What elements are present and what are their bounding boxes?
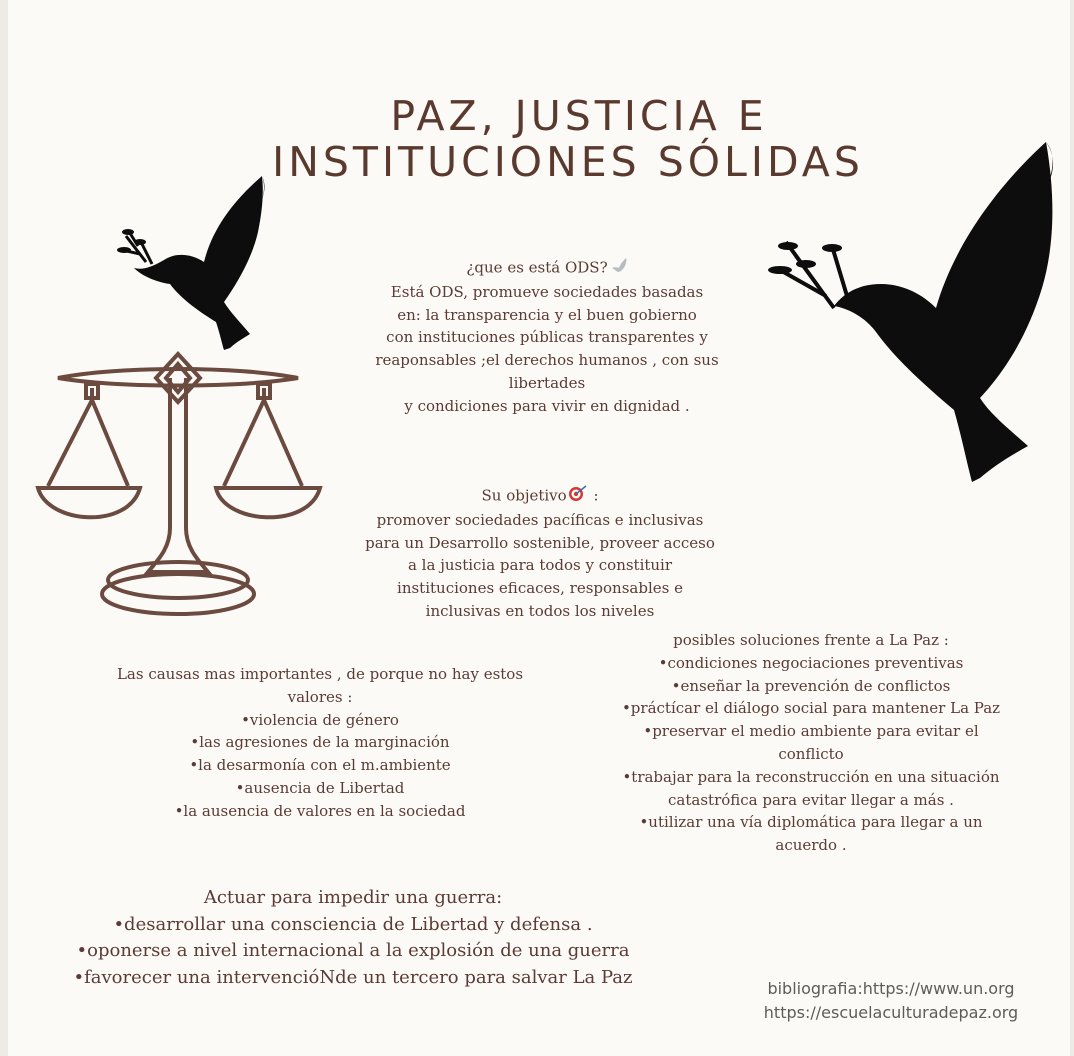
causes-line: •las agresiones de la marginación (190, 733, 450, 752)
solutions (620, 629, 1002, 857)
page-title-line-2: INSTITUCIONES SÓLIDAS (272, 138, 864, 186)
page-title-line-1: PAZ, JUSTICIA E (390, 92, 768, 140)
act-line: •desarrollar una consciencia de Libertad y defensa . (113, 913, 593, 935)
solutions-line: •práctícar el diálogo social para mantener La Paz (621, 699, 1001, 718)
solutions-line: acuerdo . (775, 836, 847, 855)
target-icon (567, 484, 589, 509)
ods-question: ¿que es está ODS? (466, 258, 608, 277)
dove-icon (766, 138, 1056, 488)
bibliography-line-1: bibliografia:https://www.un.org (767, 979, 1015, 998)
solutions-line: conflicto (778, 744, 844, 763)
ods-description (374, 256, 720, 418)
objective-heading-colon: : (588, 486, 599, 505)
ods-line: libertades (508, 373, 586, 392)
ods-line: con instituciones públicas transparentes y (386, 328, 708, 347)
act-against-war (68, 885, 638, 991)
bibliography (758, 977, 1024, 1024)
causes-line: •ausencia de Libertad (235, 778, 405, 797)
causes-line: •violencia de género (241, 710, 399, 729)
bibliography-line-2: https://escuelaculturadepaz.org (763, 1002, 1019, 1022)
solutions-line: •trabajar para la reconstrucción en una situación (622, 767, 1000, 786)
dove-icon (112, 172, 272, 357)
act-line: •favorecer una intervencióNde un tercero para salvar La Paz (73, 966, 633, 988)
scales-icon (28, 348, 328, 620)
objective-line: para un Desarrollo sostenible, proveer acceso (365, 533, 715, 552)
solutions-line: catastrófica para evitar llegar a más . (668, 790, 954, 809)
act-line: Actuar para impedir una guerra: (203, 887, 503, 908)
ods-line: y condiciones para vivir en dignidad . (404, 396, 690, 415)
causes-line: •la ausencia de valores en la sociedad (174, 801, 466, 820)
causes-line: Las causas mas importantes , de porque no hay estos (116, 665, 524, 683)
objective-line: instituciones eficaces, responsables e (397, 579, 683, 598)
objective-heading: Su objetivo (481, 486, 567, 505)
solutions-line: posibles soluciones frente a La Paz : (673, 631, 949, 649)
objective-line: a la justicia para todos y constituir (407, 556, 673, 575)
solutions-line: •utilizar una vía diplomática para llegar a un (639, 813, 983, 832)
act-line: •oponerse a nivel internacional a la explosión de una guerra (76, 940, 630, 961)
poster (8, 0, 1070, 1056)
causes-line: valores : (287, 687, 353, 706)
objective (364, 484, 716, 623)
ods-line: reaponsables ;el derechos humanos , con sus (375, 351, 719, 370)
ods-line: Está ODS, promueve sociedades basadas (390, 282, 704, 301)
objective-line: inclusivas en todos los niveles (425, 601, 655, 620)
ods-line: en: la transparencia y el buen gobierno (397, 305, 697, 324)
causes (108, 663, 532, 823)
causes-line: •la desarmonía con el m.ambiente (189, 756, 451, 775)
dove-icon (608, 256, 628, 281)
solutions-line: •condiciones negociaciones preventivas (658, 653, 964, 672)
objective-line: promover sociedades pacíficas e inclusivas (376, 510, 704, 529)
solutions-line: •enseñar la prevención de conflictos (671, 676, 951, 695)
solutions-line: •preservar el medio ambiente para evitar el (643, 722, 979, 741)
